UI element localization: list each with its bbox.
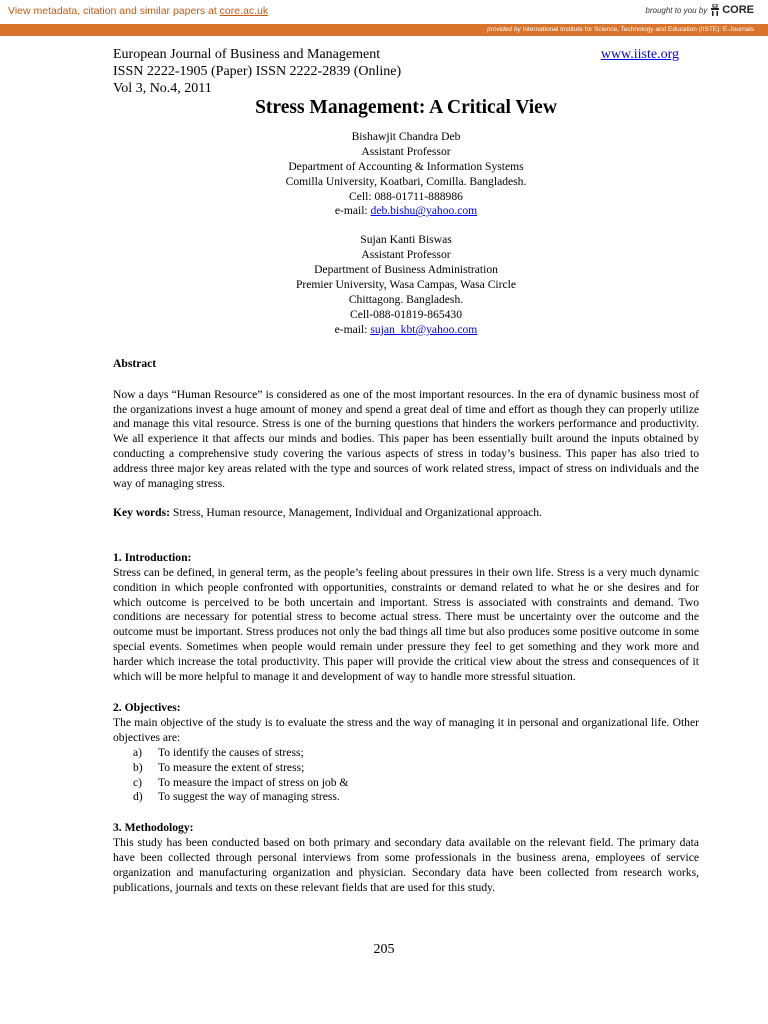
author-department: Department of Accounting & Information Systems (288, 159, 524, 173)
author-email-link[interactable]: deb.bishu@yahoo.com (370, 204, 478, 218)
provided-by-text: provided by International Institute for Science, Technology and Education (IISTE): E-Journals (487, 26, 754, 33)
author-department: Department of Business Administration (314, 263, 498, 277)
abstract-body: Now a days “Human Resource” is considered as one of the most important resources. In the era of dynamic business most of the organizations invest a huge amount of money and spend a great deal of time and effort as though they can properly utilize and manage this vital resource. Stress is one of the burning questions that hinders the workers performance and productivity. We all experience it that affects our minds and bodies. This paper has been essentially built around the inputs obtained by conducting a comprehensive study covering the various aspects of stress in today’s business. This paper has also tried to address three major key areas related with the type and sources of work related stress, impact of stress on individuals and the way of managing stress. (113, 387, 699, 491)
brought-by-label: brought to you by (645, 5, 708, 15)
journal-url-link[interactable]: www.iiste.org (600, 47, 679, 62)
journal-header (113, 46, 699, 97)
author-email-line: e-mail: deb.bishu@yahoo.com (334, 204, 478, 218)
core-brand (645, 4, 754, 16)
author-name: Sujan Kanti Biswas (360, 233, 452, 247)
objectives-list (113, 746, 699, 806)
methodology-heading: 3. Methodology: (113, 821, 194, 835)
core-header-bar (0, 0, 768, 25)
author-cell: Cell: 088-01711-888986 (349, 189, 463, 203)
core-metadata-text (8, 5, 268, 17)
author-block-2 (113, 233, 699, 337)
list-item: b) To measure the extent of stress; (133, 760, 305, 774)
core-metadata-label: View metadata, citation and similar papers at (8, 5, 220, 17)
journal-issn: ISSN 2222-1905 (Paper) ISSN 2222-2839 (Online) (113, 64, 402, 79)
paper-page (113, 46, 699, 896)
author-email-line: e-mail: sujan_kbt@yahoo.com (334, 322, 478, 336)
keywords-line (113, 506, 699, 521)
core-logo[interactable] (710, 4, 754, 16)
page-number: 205 (373, 942, 395, 957)
abstract-heading: Abstract (113, 356, 157, 370)
core-logo-icon (710, 4, 720, 16)
list-item: d) To suggest the way of managing stress. (133, 790, 340, 804)
list-item: c) To measure the impact of stress on job & (133, 775, 349, 789)
author-email-link[interactable]: sujan_kbt@yahoo.com (370, 322, 478, 336)
core-logo-text: CORE (722, 4, 754, 16)
author-city: Chittagong. Bangladesh. (348, 292, 464, 306)
author-cell: Cell-088-01819-865430 (349, 307, 463, 321)
introduction-body: Stress can be defined, in general term, as the people’s feeling about pressures in their own life. Stress is a very much dynamic condition in which people confronted with opportunities, constraints or demand related to what he or she desires and for which outcome is perceived to be both uncertain and important. Stress is associated with constraints and demand. Two conditions are necessary for potential stress to become actual stress. There must be uncertainty over the outcome and the outcome must be important. Stress produces not only the bad things all time but also produces some positive outcome in some special events. Sometimes when people would remain under pressure they feel to get something and they work more and harder which increase the total productivity. This paper will provide the critical view about the stress and consequences of it which will be more helpful to manage it and development of way to handle more stressful situation. (113, 565, 699, 684)
objectives-heading: 2. Objectives: (113, 701, 181, 714)
methodology-body: This study has been conducted based on both primary and secondary data available on the relevant field. The primary data have been collected through personal interviews from some professionals in the business arena, employees of service organization and manufacturing organization and physician. Secondary data have been collected from research works, publications, journals and texts on these relevant fields that are used for this study. (113, 836, 699, 894)
list-item: a) To identify the causes of stress; (133, 745, 304, 759)
core-link[interactable]: core.ac.uk (219, 5, 269, 17)
author-block-1 (113, 130, 699, 219)
provided-by-bar (0, 24, 768, 36)
journal-volume: Vol 3, No.4, 2011 (113, 81, 212, 96)
introduction-heading: 1. Introduction: (113, 550, 192, 564)
keywords-label: Key words: (113, 505, 170, 519)
paper-title: Stress Management: A Critical View (255, 97, 557, 118)
author-name: Bishawjit Chandra Deb (351, 129, 461, 143)
keywords-text: Stress, Human resource, Management, Individual and Organizational approach. (170, 505, 542, 519)
objectives-body: The main objective of the study is to evaluate the stress and the way of managing it in personal and organizational life. Other objectives are: (113, 715, 699, 744)
author-address: Premier University, Wasa Campas, Wasa Circle (295, 278, 517, 292)
author-address: Comilla University, Koatbari, Comilla. Bangladesh. (285, 174, 527, 188)
author-position: Assistant Professor (361, 144, 451, 158)
journal-name: European Journal of Business and Management (113, 47, 381, 62)
author-position: Assistant Professor (361, 248, 451, 262)
